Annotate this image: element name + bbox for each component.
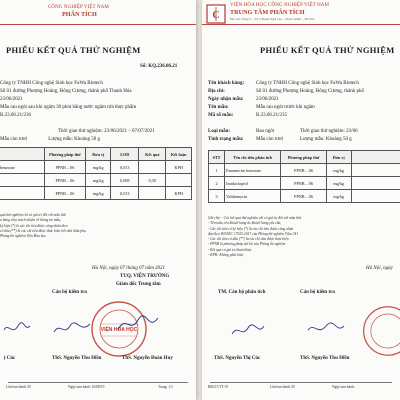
field-customer: Công ty TNHH Công nghệ Sinh học FuWa Biotech	[0, 81, 103, 86]
analyst-name: ị Cúc	[4, 356, 16, 361]
analyst-title: TM. Cán bộ phân tích	[218, 290, 266, 295]
field-test-period: Thời gian thử nghiệm: 23/06/2021 – 07/07/2021	[58, 129, 155, 134]
field-received: 23/06/2021	[0, 97, 23, 102]
signature-checker	[306, 320, 346, 338]
date-line: Hà Nội, ngày 07 tháng 07 năm 2021	[92, 266, 166, 271]
notes: Ghi chú: - Các kết quả thử nghiệm chỉ có giá trị đối với mẫu thử - Tên mẫu, tên khách hàng do khách hàng yêu cầu, - Các chỉ tiêu có ký hiệu (*) là các chỉ tiêu được công nhận đạt theo ISO/IEC 17025:2017 của Phòng thí nghiệm Vilas 341 - Các chỉ tiêu có dấu (**) là các chỉ tiêu được thực hiện - PPNB là phương pháp nội bộ của Phòng thí nghiệm - Kết quả có giá trị tham khảo - KPH: Không phát hiện	[208, 216, 301, 258]
signature-director	[116, 312, 160, 336]
field-sample-code: Mã số mẫu: R.23.06.21/235	[208, 113, 287, 118]
test-report-left	[0, 0, 196, 400]
sign-title-1: TUQ. VIỆN TRƯỞNG	[120, 274, 170, 279]
field-sample-code: R.23.06.21/236	[0, 113, 31, 118]
header-rule	[202, 24, 400, 25]
checker-title: Cán bộ kiểm tra	[300, 290, 335, 295]
field-sample-type: Loại mẫu: Rau ngót Thời gian thử nghiệm: 23/06	[208, 129, 358, 134]
checker-title: Cán bộ kiểm tra	[52, 290, 87, 295]
table-row: benzoate PPNB – 06 mg/kg 0,013 KPH	[0, 161, 192, 174]
field-sample-name: Mẫu rau ngót sau khi ngâm 30 phút bằng nước ngâm rửa thực phẩm	[0, 105, 137, 110]
field-condition: Tình trạng mẫu: Mẫu còn tươi Lượng mẫu: Khoảng 50 g	[208, 137, 352, 142]
official-stamp-partial	[352, 302, 400, 360]
checker-name: ThS. Nguyễn Thu Hiền	[52, 356, 102, 361]
table-row: PPNB – 06 mg/kg 0,013 KPH	[0, 187, 192, 200]
institute-name: VIỆN HÓA HỌC CÔNG NGHIỆP VIỆT NAM	[230, 3, 330, 8]
report-number: Số: KQ.236.06.21	[140, 64, 178, 69]
institute-name: CÔNG NGHIỆP VIỆT NAM	[48, 5, 109, 10]
footer-issue: Lần ban hành: 05	[6, 385, 32, 389]
footer-rule	[8, 382, 188, 383]
report-title: PHIẾU KẾT QUẢ THỬ NGHIỆM	[260, 45, 395, 55]
footer-date: Ngày ban hành: 10/08/19	[68, 385, 105, 389]
center-name: TRUNG TÂM PHÂN TÍCH	[230, 9, 305, 16]
table-row: 3 Validamycin PPNB – 06 mg/kg	[209, 190, 400, 203]
notes: quả thử nghiệm chỉ có giá trị đối với mẫu thử a hàng chịu trách nhiệm về thông tin mẫu, ký hiệu (*) là các chỉ tiêu được công nhận theo có dấu (**) là các chỉ tiêu được thực hiện bởi nhà thầu phụ Phòng thí nghiệm Viện Hóa học	[0, 213, 86, 239]
checker-name: ThS. Nguyễn Thu Hiền	[300, 356, 350, 361]
footer-rule	[210, 382, 392, 383]
field-address: Số 01 đường Phượng Hoàng, Đông Cương, thành phố Thanh Hóa	[0, 89, 132, 94]
analyst-name: ThS. Nguyễn Thị Cúc	[214, 356, 261, 361]
svg-text:C: C	[212, 10, 220, 21]
field-sample-name: Tên mẫu: Mẫu rau ngót trước khi ngâm	[208, 105, 315, 110]
table-header: Phương pháp thử Đơn vị LOD Kết quả Kết luận	[0, 148, 192, 161]
report-title: PHIẾU KẾT QUẢ THỬ NGHIỆM	[6, 45, 141, 55]
header	[202, 0, 400, 26]
header	[0, 0, 196, 26]
field-address: Địa chỉ: Số 01 đường Phượng Hoàng, Đông Cương, thành phố	[208, 89, 365, 94]
institute-logo-icon	[206, 4, 226, 24]
date-line: Hà Nội, ngày	[366, 266, 393, 271]
table-row: 2 Imidacloprid PPNB – 06 mg/kg	[209, 177, 400, 190]
results-table	[208, 150, 400, 203]
table-row: 1 Emamectin benzoate PPNB – 06 mg/kg	[209, 164, 400, 177]
sign-title-2: Giám đốc Trung tâm	[116, 282, 161, 287]
signature-checker	[52, 320, 92, 338]
svg-text:VIỆN HÓA HỌC: VIỆN HÓA HỌC	[100, 327, 138, 333]
footer-form-code: BM.01/TT.19	[208, 385, 228, 389]
field-received: Ngày nhận mẫu: 23/06/2021	[208, 97, 279, 102]
field-customer: Tên khách hàng: Công ty TNHH Công nghệ Sinh học FuWa Biotech	[208, 81, 359, 86]
footer-page: Trang: 1/1	[158, 385, 173, 389]
director-name: ThS. Nguyễn Đoàn Huy	[122, 356, 173, 361]
test-report-right	[202, 0, 400, 400]
footer-date: Ngày ban hành:	[332, 385, 355, 389]
center-address: Địa chỉ: Tầng 3 – Số 2 Phạm Ngũ Lão – Hoàn Kiếm – Hà Nội	[230, 17, 315, 21]
signature-analyst	[230, 322, 266, 340]
field-condition: Mẫu còn tươi Lượng mẫu: Khoảng 50 g	[0, 137, 101, 142]
signature-analyst	[2, 320, 32, 338]
center-name: PHÂN TÍCH	[62, 11, 97, 18]
header-rule	[0, 24, 196, 25]
results-table	[0, 147, 192, 200]
footer-issue: Lần ban hành: 05	[270, 385, 296, 389]
table-header: STT Tên chỉ tiêu phân tích Phương pháp thử Đơn vị	[209, 151, 400, 164]
table-row: PPNB – 06 mg/kg 0,008 0,39	[0, 174, 192, 187]
